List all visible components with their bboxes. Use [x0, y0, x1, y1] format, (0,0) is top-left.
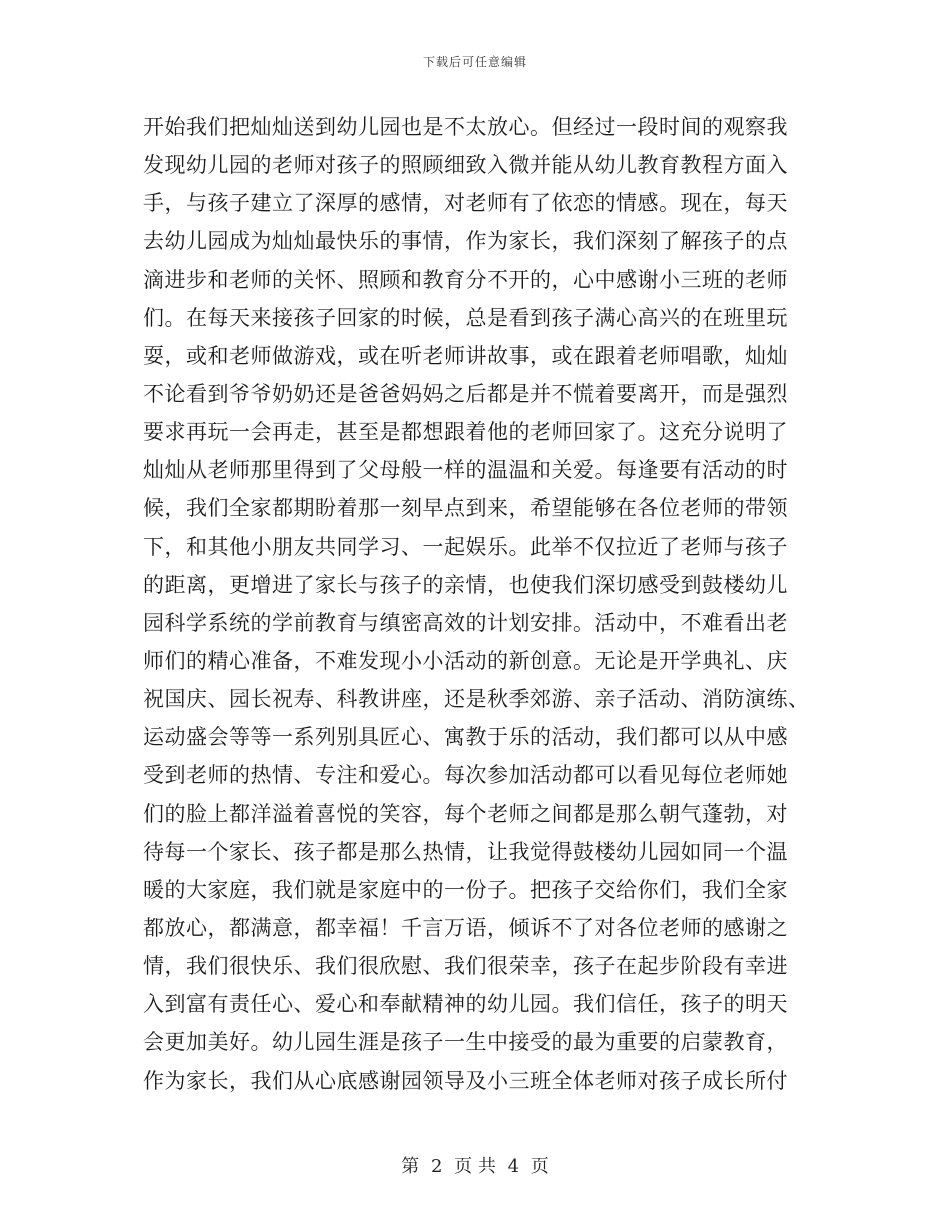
text-line: 开始我们把灿灿送到幼儿园也是不太放心。但经过一段时间的观察我 — [143, 115, 788, 139]
footer-prefix: 第 — [401, 1156, 420, 1177]
page-footer — [0, 1152, 950, 1178]
text-line: 灿灿从老师那里得到了父母般一样的温温和关爱。每逢要有活动的时 — [143, 458, 788, 483]
text-line: 要求再玩一会再走，甚至是都想跟着他的老师回家了。这充分说明了 — [143, 420, 788, 445]
text-line: 情，我们很快乐、我们很欣慰、我们很荣幸，孩子在起步阶段有幸进 — [143, 954, 788, 979]
text-line: 去幼儿园成为灿灿最快乐的事情，作为家长，我们深刻了解孩子的点 — [143, 229, 788, 254]
footer-middle: 页 共 — [454, 1156, 496, 1177]
body-text — [143, 108, 813, 1100]
text-line: 不论看到爷爷奶奶还是爸爸妈妈之后都是并不慌着要离开，而是强烈 — [143, 381, 788, 406]
total-page-number: 4 — [507, 1156, 520, 1177]
text-line: 作为家长，我们从心底感谢园领导及小三班全体老师对孩子成长所付 — [143, 1068, 788, 1093]
text-line: 滴进步和老师的关怀、照顾和教育分不开的，心中感谢小三班的老师 — [143, 267, 788, 292]
text-line: 们的脸上都洋溢着喜悦的笑容，每个老师之间都是那么朝气蓬勃，对 — [143, 801, 788, 826]
text-line: 的距离，更增进了家长与孩子的亲情，也使我们深切感受到鼓楼幼儿 — [143, 572, 788, 597]
text-line: 候，我们全家都期盼着那一刻早点到来，希望能够在各位老师的带领 — [143, 496, 788, 521]
text-line: 都放心，都满意，都幸福！千言万语，倾诉不了对各位老师的感谢之 — [143, 915, 788, 940]
footer-suffix: 页 — [530, 1156, 549, 1177]
text-line: 暖的大家庭，我们就是家庭中的一份子。把孩子交给你们，我们全家 — [143, 877, 788, 902]
text-line: 发现幼儿园的老师对孩子的照顾细致入微并能从幼儿教育教程方面入 — [143, 153, 788, 178]
page-header: 下载后可任意编辑 — [422, 55, 527, 69]
text-line: 受到老师的热情、专注和爱心。每次参加活动都可以看见每位老师她 — [143, 763, 788, 788]
text-line: 待每一个家长、孩子都是那么热情，让我觉得鼓楼幼儿园如同一个温 — [143, 839, 788, 864]
text-line: 会更加美好。幼儿园生涯是孩子一生中接受的最为重要的启蒙教育， — [143, 1030, 788, 1055]
text-line: 祝国庆、园长祝寿、科教讲座，还是秋季郊游、亲子活动、消防演练、 — [143, 687, 810, 712]
text-line: 运动盛会等等一系列别具匠心、寓教于乐的活动，我们都可以从中感 — [143, 725, 788, 750]
text-line: 入到富有责任心、爱心和奉献精神的幼儿园。我们信任，孩子的明天 — [143, 992, 788, 1017]
text-line: 耍，或和老师做游戏，或在听老师讲故事，或在跟着老师唱歌，灿灿 — [143, 343, 788, 368]
text-line: 手，与孩子建立了深厚的感情，对老师有了依恋的情感。现在，每天 — [143, 191, 788, 216]
current-page-number: 2 — [430, 1156, 443, 1177]
text-line: 园科学系统的学前教育与缜密高效的计划安排。活动中，不难看出老 — [143, 610, 788, 635]
text-line: 师们的精心准备，不难发现小小活动的新创意。无论是开学典礼、庆 — [143, 648, 788, 673]
text-line: 下，和其他小朋友共同学习、一起娱乐。此举不仅拉近了老师与孩子 — [143, 534, 788, 559]
text-line: 们。在每天来接孩子回家的时候，总是看到孩子满心高兴的在班里玩 — [143, 305, 788, 330]
